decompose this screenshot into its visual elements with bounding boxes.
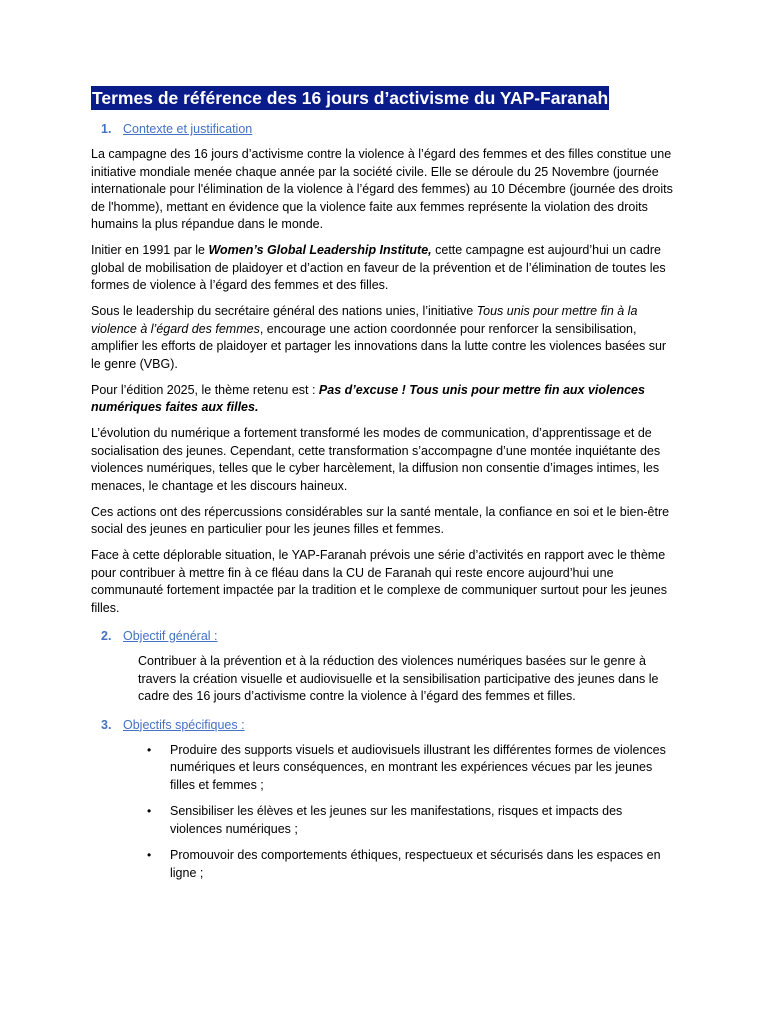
section-number: 2. bbox=[101, 629, 112, 643]
theme-text: Pas d’excuse ! Tous unis pour mettre fin aux violences numériques faites aux filles. bbox=[91, 382, 645, 414]
bullet-icon: • bbox=[147, 804, 152, 818]
bullet-icon: • bbox=[147, 848, 152, 862]
institute-name: Women’s Global Leadership Institute, bbox=[208, 243, 432, 257]
section-heading-contexte bbox=[91, 120, 677, 138]
list-item-text: Produire des supports visuels et audiovisuels illustrant les différentes formes de violences numériques et leurs conséquences, en montrant les expériences vécues par les jeunes filles et femmes ; bbox=[170, 742, 666, 792]
section-number: 3. bbox=[101, 717, 112, 732]
objectifs-list bbox=[91, 742, 677, 883]
section-label: Objectif général : bbox=[123, 629, 218, 643]
paragraph-situation: Face à cette déplorable situation, le YAP-Faranah prévois une série d’activités en rapport avec le thème pour contribuer à mettre fin à ce fléau dans la CU de Faranah qui reste encore aujourd’hui une communauté fortement impactée par la tradition et le complexe de communiquer surtout pour les jeunes filles. bbox=[91, 548, 667, 615]
paragraph-repercussions: Ces actions ont des répercussions considérables sur la santé mentale, la confiance en soi et le bien-être social des jeunes en particulier pour les jeunes filles et femmes. bbox=[91, 504, 670, 536]
text-run: , encourage une action coordonnée pour renforcer la sensibilisation, amplifier les efforts de plaidoyer et partager les innovations dans la lutte contre les violences basées sur le genre (VBG). bbox=[91, 321, 667, 371]
bullet-icon: • bbox=[147, 742, 152, 757]
list-item-text: Promouvoir des comportements éthiques, respectueux et sécurisés dans les espaces en ligne ; bbox=[170, 848, 661, 880]
list-item bbox=[91, 803, 677, 838]
document-body bbox=[91, 86, 677, 891]
paragraph-campagne: La campagne des 16 jours d’activisme contre la violence à l’égard des femmes et des filles constitue une initiative mondiale menée chaque année par la société civile. Elle se déroule du 25 Novembre (journée internationale pour l'élimination de la violence à l’égard des femmes) au 10 Décembre (journée des droits de l'homme), mettant en évidence que la violence faite aux femmes représente la violation des droits humains la plus répandue dans le monde. bbox=[91, 147, 673, 231]
initiative-name: Tous unis pour mettre fin à la violence à l’égard des femmes bbox=[91, 304, 638, 336]
list-item bbox=[91, 847, 677, 882]
text-run: Initier en 1991 par le bbox=[91, 243, 209, 257]
list-item bbox=[91, 742, 677, 795]
section-heading-objectifs-specifiques bbox=[91, 716, 677, 734]
section-number: 1. bbox=[101, 122, 112, 136]
paragraph-numerique: L’évolution du numérique a fortement transformé les modes de communication, d’apprentissage et de socialisation des jeunes. Cependant, cette transformation s’accompagne d’une montée inquiétante des violences numériques, telles que le cyber harcèlement, la diffusion non consentie d’images intimes, les menaces, le chantage et les discours haineux. bbox=[91, 426, 661, 493]
section-label: Contexte et justification bbox=[123, 122, 253, 136]
text-run: Sous le leadership du secrétaire général des nations unies, l’initiative bbox=[91, 304, 477, 318]
paragraph-initiative bbox=[91, 242, 677, 295]
list-item-text: Sensibiliser les élèves et les jeunes sur les manifestations, risques et impacts des violences numériques ; bbox=[170, 804, 623, 836]
section-heading-objectif-general bbox=[91, 627, 677, 645]
paragraph-objectif-general: Contribuer à la prévention et à la réduction des violences numériques basées sur le genre à travers la création visuelle et audiovisuelle et la sensibilisation participative des jeunes dans le cadre des 16 jours d’activisme contre la violence à l’égard des femmes et filles. bbox=[138, 654, 659, 703]
text-run: Pour l’édition 2025, le thème retenu est : bbox=[91, 382, 319, 397]
section-label: Objectifs spécifiques : bbox=[123, 717, 245, 732]
document-title: Termes de référence des 16 jours d’activisme du YAP-Faranah bbox=[92, 88, 609, 108]
text-run: cette campagne est aujourd’hui un cadre global de mobilisation de plaidoyer et d’action en faveur de la prévention et de l’élimination de toutes les formes de violence à l’égard des femmes et des filles. bbox=[91, 243, 666, 292]
paragraph-theme bbox=[91, 382, 677, 417]
paragraph-leadership bbox=[91, 303, 677, 373]
